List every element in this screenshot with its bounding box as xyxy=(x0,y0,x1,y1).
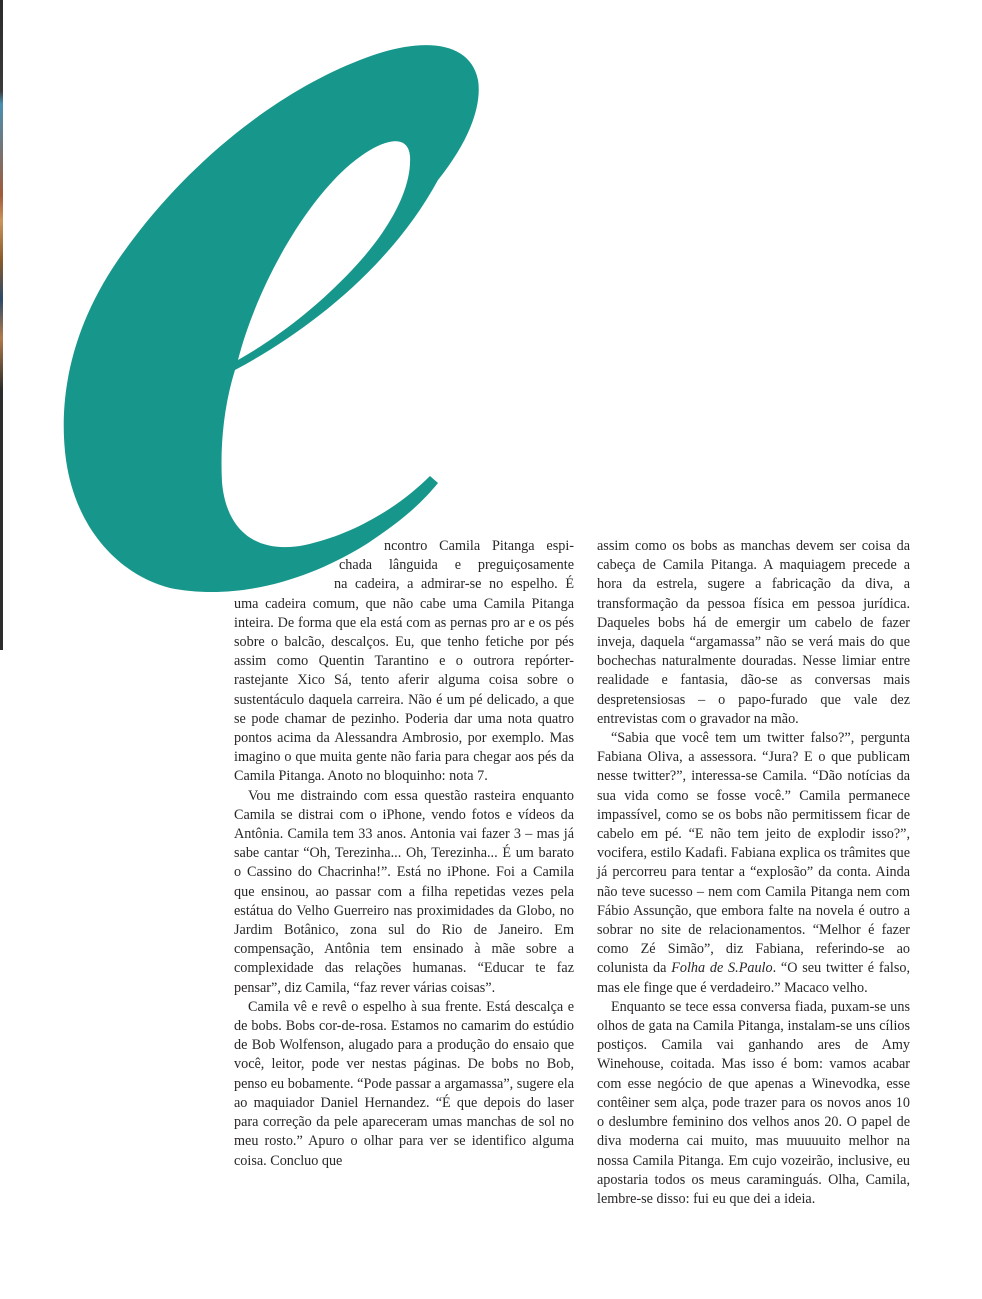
paragraph-1 xyxy=(234,537,574,787)
opening-line-3: na cadeira, a admirar-se no espelho. É xyxy=(334,576,574,593)
paragraph-4: assim como os bobs as manchas devem ser coisa da cabeça de Camila Pitanga. A maquiagem precede a hora da estrela, sugere a fabricação da diva, a transformação da pessoa física em pessoa jurídica. Daqueles bobs há de emergir um cabelo de fazer inveja, daquela “argamassa” não se verá mais do que bochechas naturalmente douradas. Nesse limiar entre realidade e fantasia, dão-se as conversas mais despretensiosas – o papo-furado que vale dez entrevistas com o gravador na mão. xyxy=(597,538,910,727)
paragraph-2: Vou me distraindo com essa questão rasteira enquanto Camila se distrai com o iPhone, vendo fotos e vídeos da Antônia. Camila tem 33 anos. Antonia vai fazer 3 – mas já sabe cantar “Oh, Terezinha... Oh, Terezinha... É um barato o Cassino do Chacrinha!”. Está no iPhone. Foi a Camila que ensinou, ao passar com a filha repetidas vezes pela estátua do Velho Guerreiro nas proximidades da Globo, no Jardim Botânico, zona sul do Rio de Janeiro. Em compensação, Antônia tem ensinado à mãe sobre a complexidade das relações humanas. “Educar te faz pensar”, diz Camila, “faz rever várias coisas”. xyxy=(234,787,574,996)
paragraph-5-text: “Sabia que você tem um twitter falso?”, pergunta Fabiana Oliva, a assessora. “Jura? E o que publicam nesse twitter?”, interessa-se Camila. “Dão notícias da sua vida como se fosse você.” Camila permanece impassível, como se os bobs não permitissem ficar de cabelo em pé. “E não tem jeito de explodir isso?”, vocifera, estilo Kadafi. Fabiana explica os trâmites que já percorreu para tentar a “explosão” da conta. Ainda não teve sucesso – nem com Camila Pitanga nem com Fábio Assunção, que embora falte na novela é outro a sobrar no site de relacionamentos. “Melhor é fazer como Zé Simão”, diz Fabiana, referindo-se ao colunista da xyxy=(597,730,910,977)
article-column-right xyxy=(597,537,910,1209)
paragraph-5 xyxy=(597,729,910,998)
newspaper-title: Folha de S.Paulo xyxy=(671,960,773,977)
paragraph-6: Enquanto se tece essa conversa fiada, puxam-se uns olhos de gata na Camila Pitanga, instalam-se uns cílios postiços. Camila vai ganhando ares de Amy Winehouse, coitada. Mas isso é bom: vamos acabar com esse negócio de que apenas a Winevodka, esse contêiner sem alça, pode trazer para os novos anos 10 o deslumbre feminino dos velhos anos 20. O papel de diva moderna cai muito, mas muuuuito melhor na nossa Camila Pitanga. Em cujo vozeirão, inclusive, eu apostaria todos os meus caraminguás. Olha, Camila, lembre-se disso: fui eu que dei a ideia. xyxy=(597,998,910,1207)
paragraph-5-end: . “O seu twitter é falso, mas ele finge que é verdadeiro.” Macaco velho. xyxy=(597,960,910,996)
paragraph-1-body: uma cadeira comum, que não cabe uma Camila Pitanga inteira. De forma que ela está com as pernas pro ar e os pés sobre o balcão, descalços. Eu, que tenho fetiche por pés assim como Quentin Tarantino e o outrora repórter-rastejante Xico Sá, tento aferir alguma coisa sobre o sustentáculo daquela carreira. Não é um pé delicado, a que se pode chamar de pezinho. Poderia dar uma nota quatro pontos acima da Alessandra Ambrosio, por exemplo. Mas imagino o que muita gente não faria para chegar aos pés da Camila Pitanga. Anoto no bloquinho: nota 7. xyxy=(234,595,574,785)
paragraph-3: Camila vê e revê o espelho à sua frente. Está descalça e de bobs. Bobs cor-de-rosa. Estamos no camarim do estúdio de Bob Wolfenson, alugado para a produção do ensaio que você, leitor, pode ver nestas páginas. De bobs no Bob, penso eu bobamente. “Pode passar a argamassa”, sugere ela ao maquiador Daniel Hernandez. “É que depois do laser para correção da pele apareceram umas manchas de sol no meu rosto.” Apuro o olhar para ver se identifico alguma coisa. Concluo que xyxy=(234,998,574,1169)
dropcap-letter-e xyxy=(0,0,520,600)
opening-line-2: chada lânguida e preguiçosamente xyxy=(339,557,574,574)
opening-line-1: ncontro Camila Pitanga espi- xyxy=(384,538,574,554)
article-column-left xyxy=(234,537,574,1171)
